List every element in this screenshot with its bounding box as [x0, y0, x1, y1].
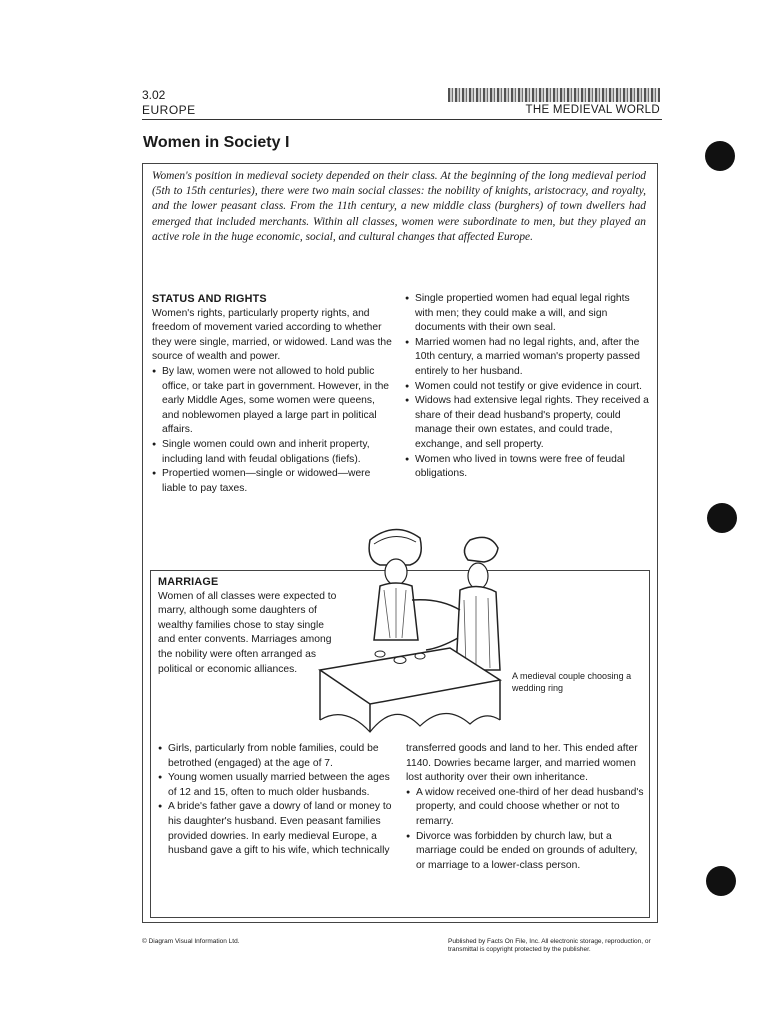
status-left-column: [152, 292, 392, 496]
list-item: ● Girls, particularly from noble families, could be betrothed (engaged) at the age of 7.: [158, 742, 398, 771]
list-item: ● Single propertied women had equal legal rights with men; they could make a will, and sign documents with their own seal.: [405, 292, 650, 336]
list-item: ● Widows had extensive legal rights. They received a share of their dead husband's property, could manage their own estates, and could trade, exchange, and sell property.: [405, 394, 650, 452]
illustration-caption: A medieval couple choosing a wedding ring: [512, 671, 632, 693]
punch-hole-top: [705, 141, 735, 171]
list-item: ● Divorce was forbidden by church law, but a marriage could be ended on grounds of adultery, or marriage to a lower-class person.: [406, 830, 646, 874]
section-number: 3.02: [142, 88, 166, 102]
status-heading: STATUS AND RIGHTS: [152, 293, 267, 305]
list-item: ● Single women could own and inherit property, including land with feudal obligations (fiefs).: [152, 438, 392, 467]
header-rule: [142, 119, 662, 120]
list-item: ● Married women had no legal rights, and, after the 10th century, a married woman's property passed entirely to her husband.: [405, 336, 650, 380]
list-item: ● Women who lived in towns were free of feudal obligations.: [405, 453, 650, 482]
marriage-left-column: [158, 742, 398, 859]
marriage-intro: [158, 575, 338, 677]
region-label: EUROPE: [142, 103, 196, 117]
page-title: Women in Society I: [143, 134, 290, 151]
publisher-notice: Published by Facts On File, Inc. All electronic storage, reproduction, or transmittal is copyright protected by the publisher.: [448, 938, 651, 953]
marriage-lead: Women of all classes were expected to marry, although some daughters of wealthy families chose to stay single and enter convents. Marriages among the nobility were often arranged as political or economic alliances.: [158, 590, 337, 675]
list-item: ● Women could not testify or give evidence in court.: [405, 380, 650, 395]
marriage-right-column: [406, 742, 646, 873]
punch-hole-middle: [707, 503, 737, 533]
punch-hole-bottom: [706, 866, 736, 896]
list-item: ● Young women usually married between the ages of 12 and 15, often to much older husbands.: [158, 771, 398, 800]
list-item: ● Propertied women—single or widowed—were liable to pay taxes.: [152, 467, 392, 496]
status-right-column: [405, 292, 650, 482]
intro-paragraph: Women's position in medieval society depended on their class. At the beginning of the long medieval period (5th to 15th centuries), there were two main social classes: the nobility of knights, aristocracy, and royalty, and the lower peasant class. From the 11th century, a new middle class (burghers) of town dwellers had emerged that included merchants. Within all classes, women were subordinate to men, but they played an active role in the huge economic, social, and cultural changes that affected Europe.: [152, 170, 646, 243]
status-lead: Women's rights, particularly property rights, and freedom of movement varied according to whether they were single, married, or widowed. Land was the source of wealth and power.: [152, 307, 392, 363]
copyright-notice: © Diagram Visual Information Ltd.: [142, 938, 240, 945]
continued-text: transferred goods and land to her. This ended after 1140. Dowries became larger, and married women lost authority over their own inheritance.: [406, 743, 638, 784]
list-item: ● By law, women were not allowed to hold public office, or take part in government. However, in the early Middle Ages, some women were queens, and noblewomen played a large part in political affairs.: [152, 365, 392, 438]
list-item: ● A widow received one-third of her dead husband's property, and could choose whether or not to remarry.: [406, 786, 646, 830]
series-banner-graphic: [448, 88, 660, 102]
list-item: ● A bride's father gave a dowry of land or money to his daughter's husband. Even peasant families provided dowries. In early medieval Europe, a husband gave a gift to his wife, which technically: [158, 800, 398, 858]
series-title: THE MEDIEVAL WORLD: [525, 104, 660, 116]
marriage-heading: MARRIAGE: [158, 576, 219, 588]
